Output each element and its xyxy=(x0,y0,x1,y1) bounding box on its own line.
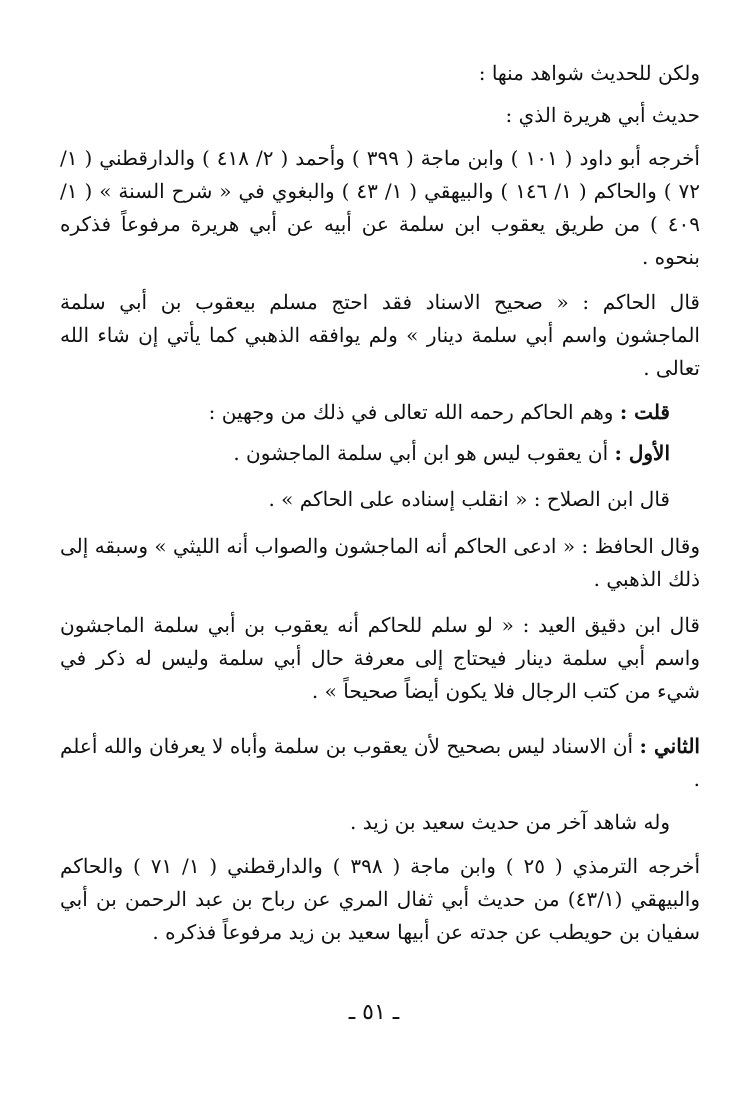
label-second: الثاني : xyxy=(639,734,700,758)
paragraph-abu-hurayra-heading: حديث أبي هريرة الذي : xyxy=(505,103,700,127)
text-first: أن يعقوب ليس هو ابن أبي سلمة الماجشون . xyxy=(233,441,615,465)
paragraph-ibn-salah: قال ابن الصلاح : « انقلب إسناده على الحاكم » . xyxy=(268,487,670,511)
paragraph-first-point xyxy=(60,437,700,470)
label-qultu: قلت : xyxy=(619,400,670,424)
paragraph-hafiz: وقال الحافظ : « ادعى الحاكم أنه الماجشون والصواب أنه الليثي » وسبقه إلى ذلك الذهبي . xyxy=(60,534,700,591)
label-first: الأول : xyxy=(614,441,670,465)
text-second: أن الاسناد ليس بصحيح لأن يعقوب بن سلمة وأباه لا يعرفان والله أعلم . xyxy=(60,734,700,791)
text-qultu: وهم الحاكم رحمه الله تعالى في ذلك من وجهين : xyxy=(208,400,620,424)
paragraph-qultu xyxy=(60,396,700,429)
paragraph-ibn-daqiq: قال ابن دقيق العيد : « لو سلم للحاكم أنه يعقوب بن أبي سلمة الماجشون واسم أبي سلمة دينار فيحتاج إلى معرفة حال أبي سلمة وليس له ذكر في شيء من كتب الرجال فلا يكون أيضاً صحيحاً » . xyxy=(60,613,700,703)
paragraph-second-point xyxy=(60,730,700,796)
paragraph-takhrij-2: أخرجه الترمذي ( ٢٥ ) وابن ماجة ( ٣٩٨ ) والدارقطني ( ١/ ٧١ ) والحاكم والبيهقي (٤٣/١) من حديث أبي ثفال المري عن رباح بن عبد الرحمن بن أبي سفيان بن حويطب عن جدته عن أبيها سعيد بن زيد مرفوعاً فذكره . xyxy=(60,854,700,944)
paragraph-takhrij-1: أخرجه أبو داود ( ١٠١ ) وابن ماجة ( ٣٩٩ ) وأحمد ( ٢/ ٤١٨ ) والدارقطني ( ١/ ٧٢ ) والحاكم ( ١/ ١٤٦ ) والبيهقي ( ١/ ٤٣ ) والبغوي في « شرح السنة » ( ١/ ٤٠٩ ) من طريق يعقوب ابن سلمة عن أبيه عن أبي هريرة مرفوعاً فذكره بنحوه . xyxy=(60,146,700,269)
paragraph-said-bin-zayd: وله شاهد آخر من حديث سعيد بن زيد . xyxy=(350,810,670,834)
paragraph-hakim-quote: قال الحاكم : « صحيح الاسناد فقد احتج مسلم بيعقوب بن أبي سلمة الماجشون واسم أبي سلمة دينار » ولم يوافقه الذهبي كما يأتي إن شاء الله تعالى . xyxy=(60,290,700,380)
page-number: ـ ٥١ ـ xyxy=(348,1000,400,1025)
paragraph-intro: ولكن للحديث شواهد منها : xyxy=(478,61,700,85)
